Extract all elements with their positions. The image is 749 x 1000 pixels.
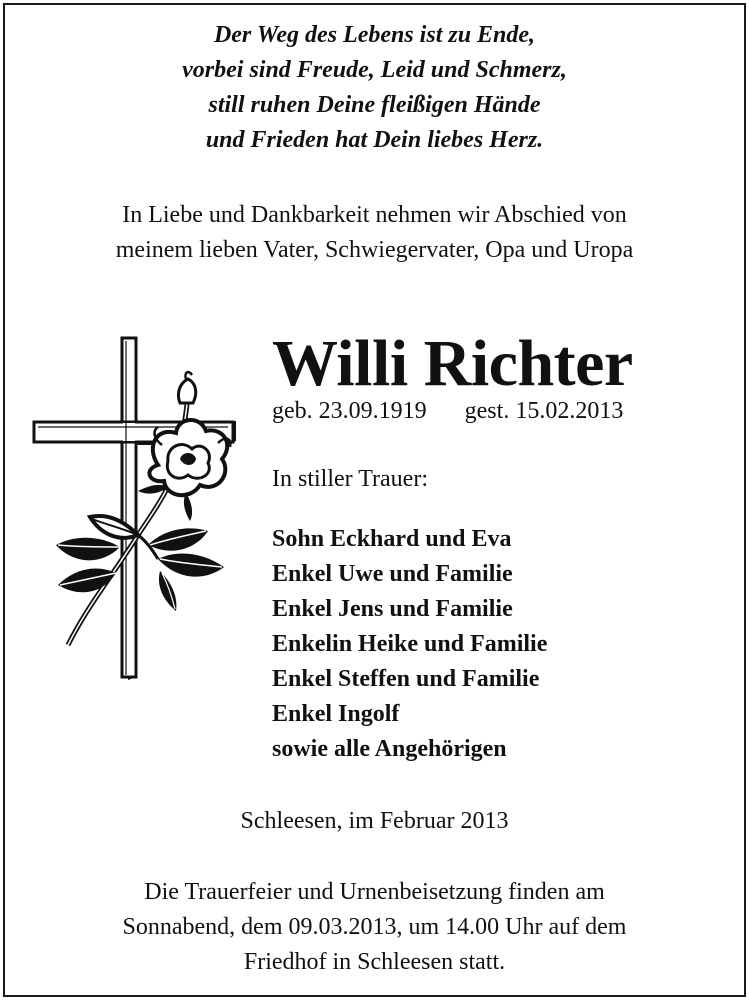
- family-member: sowie alle Angehörigen: [272, 736, 507, 762]
- family-member: Enkel Jens und Familie: [272, 596, 513, 622]
- family-list: [272, 522, 547, 767]
- ceremony-line: Die Trauerfeier und Urnenbeisetzung finden am: [144, 879, 605, 905]
- family-member: Enkel Ingolf: [272, 701, 400, 727]
- death-date: gest. 15.02.2013: [464, 398, 624, 424]
- family-member: Enkel Uwe und Familie: [272, 561, 513, 587]
- ceremony-line: Friedhof in Schleesen statt.: [243, 949, 506, 975]
- place-date: Schleesen, im Februar 2013: [240, 808, 509, 834]
- family-member: Sohn Eckhard und Eva: [272, 526, 512, 552]
- mourning-label: In stiller Trauer:: [272, 466, 428, 492]
- ceremony-line: Sonnabend, dem 09.03.2013, um 14.00 Uhr auf dem: [122, 914, 627, 940]
- poem-line: still ruhen Deine fleißigen Hände: [208, 92, 541, 118]
- poem-line: Der Weg des Lebens ist zu Ende,: [213, 22, 536, 48]
- poem: [0, 18, 749, 158]
- family-member: Enkelin Heike und Familie: [272, 631, 548, 657]
- poem-line: und Frieden hat Dein liebes Herz.: [205, 127, 544, 153]
- intro-line: meinem lieben Vater, Schwiegervater, Opa und Uropa: [115, 237, 634, 263]
- deceased-name: Willi Richter: [272, 327, 633, 400]
- rose-icon: [56, 372, 230, 645]
- intro-line: In Liebe und Dankbarkeit nehmen wir Abschied von: [122, 202, 627, 228]
- life-dates: [272, 396, 623, 426]
- cross-icon: [34, 337, 236, 680]
- poem-line: vorbei sind Freude, Leid und Schmerz,: [182, 57, 567, 83]
- family-member: Enkel Steffen und Familie: [272, 666, 540, 692]
- birth-date: geb. 23.09.1919: [272, 398, 427, 424]
- intro-text: [0, 198, 749, 268]
- ceremony-notice: [0, 875, 749, 980]
- cross-with-rose-icon: [28, 335, 243, 680]
